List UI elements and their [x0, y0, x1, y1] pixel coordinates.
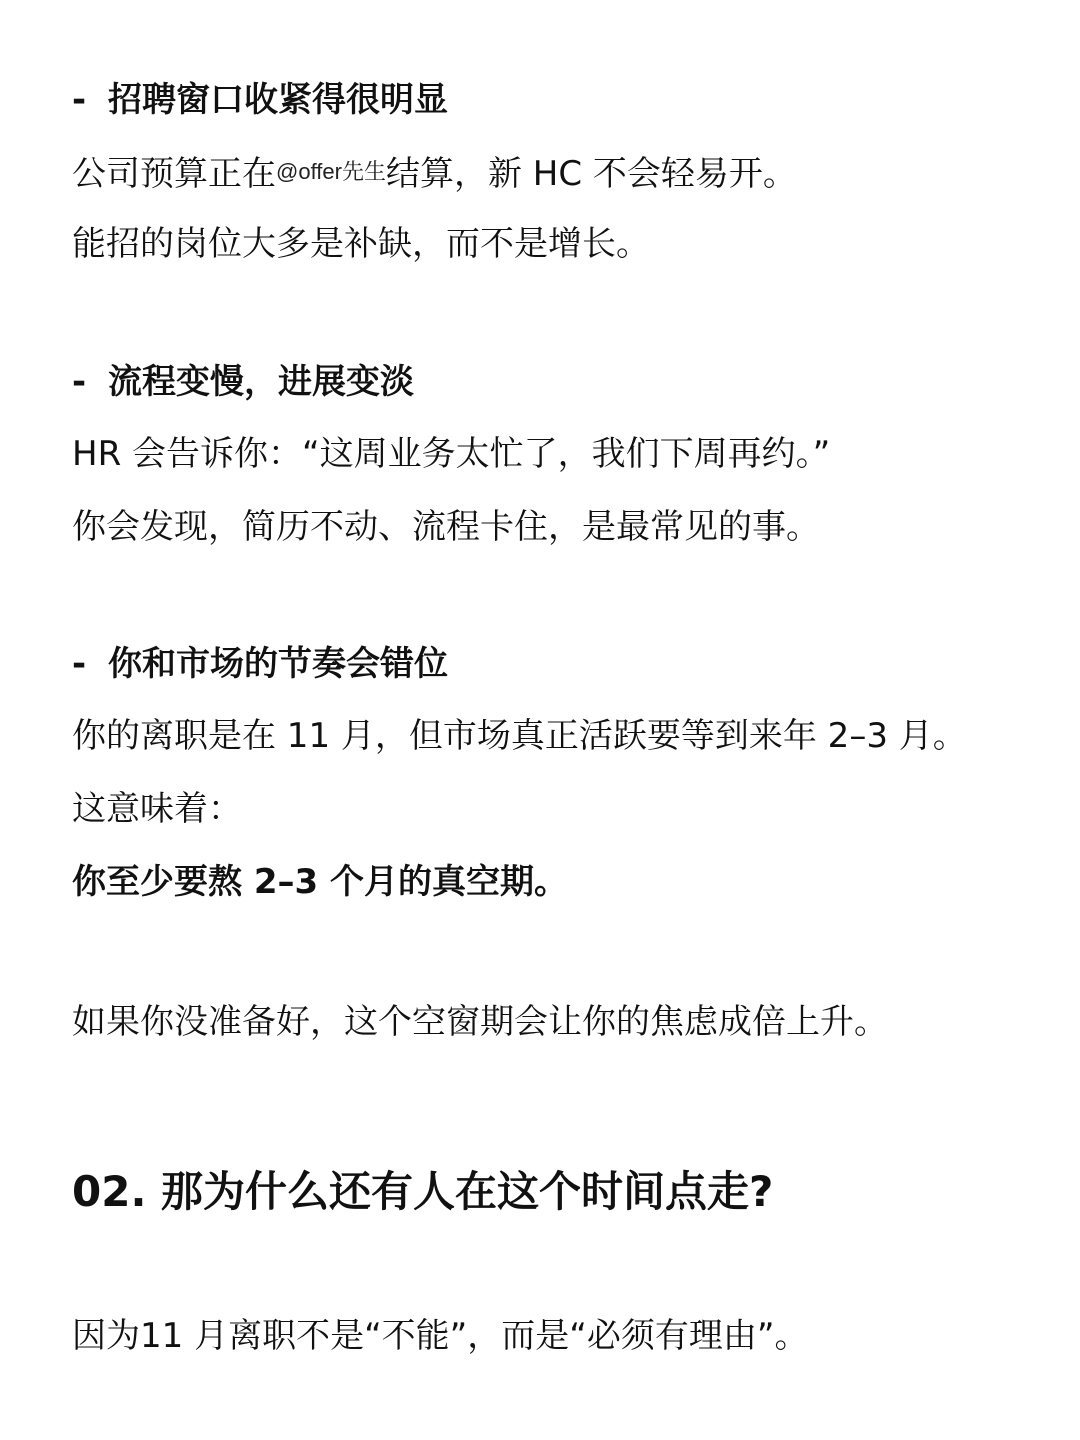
paragraph-line: HR 会告诉你：“这周业务太忙了，我们下周再约。” [72, 434, 831, 474]
bullet-heading-text: 你和市场的节奏会错位 [108, 644, 448, 684]
bullet-dash: - [72, 80, 87, 120]
text-fragment: 公司预算正在 [72, 154, 276, 194]
bullet-heading-text: 流程变慢，进展变淡 [108, 362, 414, 402]
paragraph-line: 能招的岗位大多是补缺，而不是增长。 [72, 224, 650, 264]
article-body [72, 0, 1032, 1440]
paragraph-line: 因为11 月离职不是“不能”，而是“必须有理由”。 [72, 1316, 809, 1356]
bullet-heading-hiring-window [72, 78, 448, 122]
bullet-heading-process-slow [72, 360, 414, 404]
bullet-dash: - [72, 644, 87, 684]
paragraph-line: 如果你没准备好，这个空窗期会让你的焦虑成倍上升。 [72, 1002, 888, 1042]
emphasis-line: 你至少要熬 2–3 个月的真空期。 [72, 862, 568, 902]
paragraph-line: 你的离职是在 11 月，但市场真正活跃要等到来年 2–3 月。 [72, 716, 967, 756]
paragraph-line: 你会发现，简历不动、流程卡住，是最常见的事。 [72, 507, 820, 547]
paragraph-line [72, 150, 797, 196]
text-fragment: 结算，新 HC 不会轻易开。 [385, 154, 797, 194]
bullet-dash: - [72, 362, 87, 402]
section-title: 02. 那为什么还有人在这个时间点走? [72, 1167, 774, 1216]
bullet-heading-text: 招聘窗口收紧得很明显 [108, 80, 448, 120]
bullet-heading-market-rhythm [72, 642, 448, 686]
paragraph-line: 这意味着： [72, 789, 242, 829]
watermark-text: @offer先生 [276, 159, 386, 184]
